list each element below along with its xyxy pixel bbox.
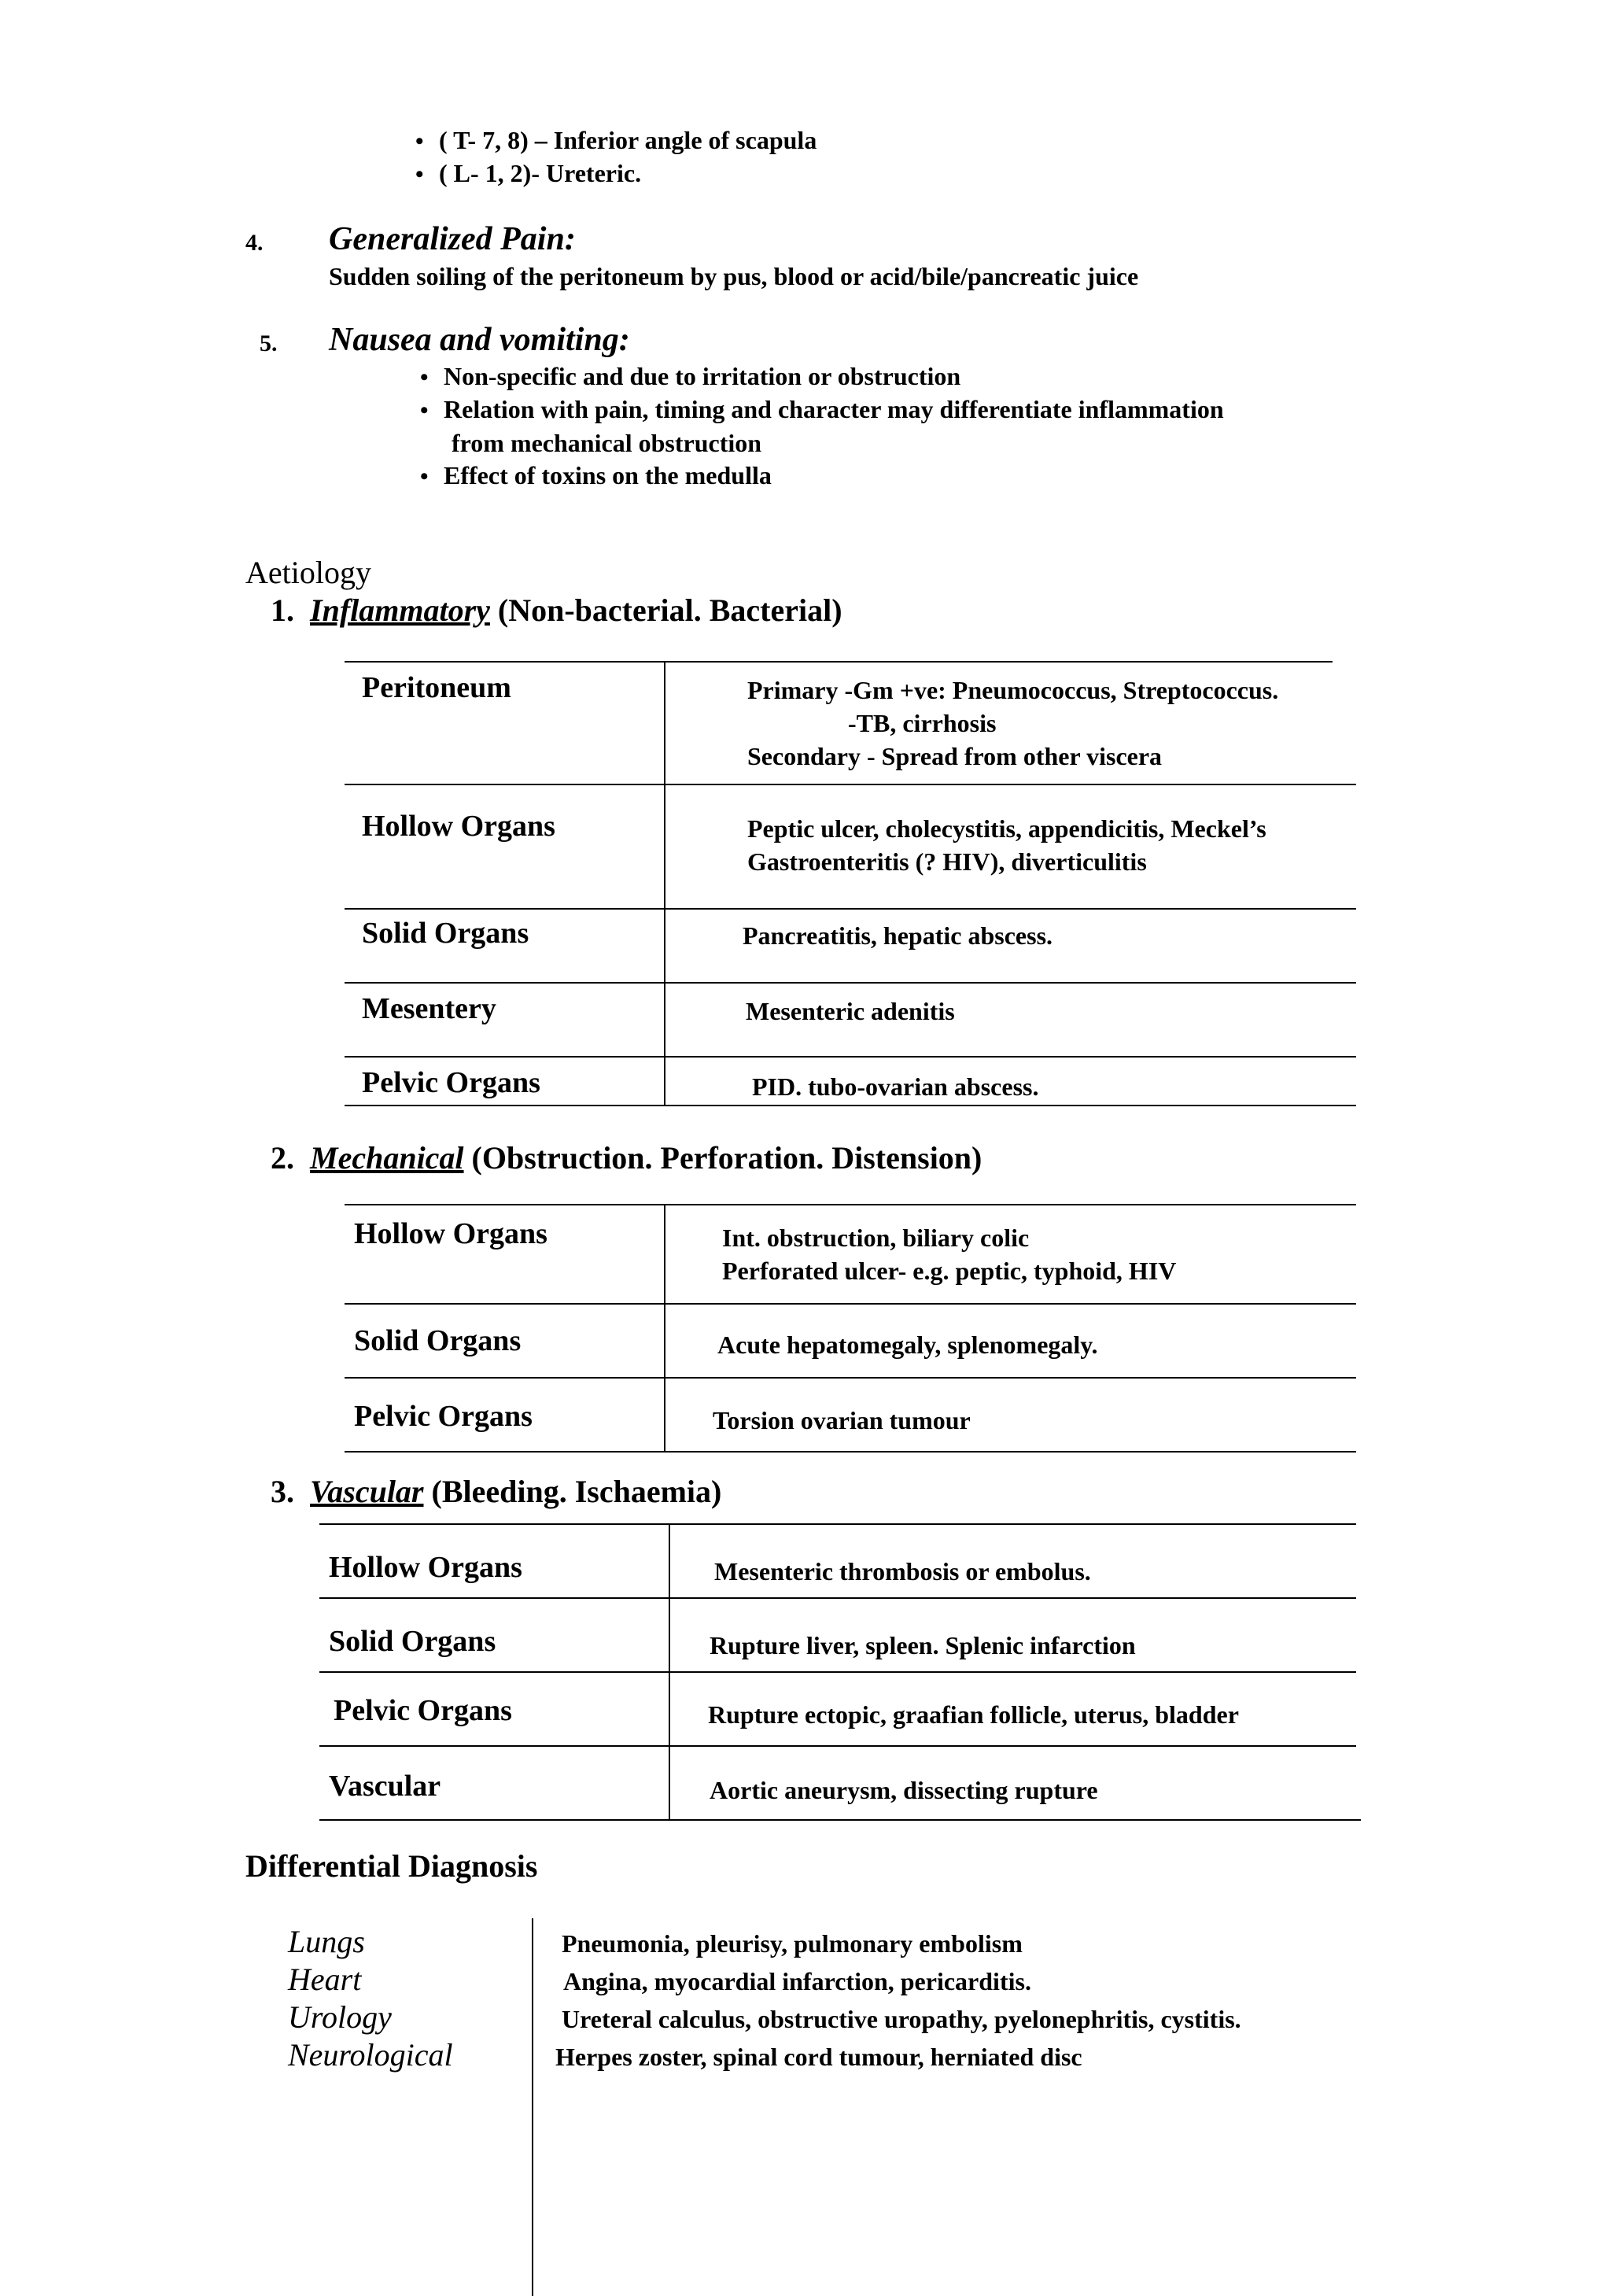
- list-item: [420, 362, 960, 391]
- table-rule: [345, 1303, 1356, 1305]
- section-heading: Aetiology: [245, 555, 371, 590]
- table-rule: [319, 1819, 1361, 1821]
- table-cell-desc: Aortic aneurysm, dissecting rupture: [710, 1776, 1098, 1804]
- table-rule: [319, 1671, 1356, 1673]
- table-cell-organ: Pelvic Organs: [334, 1694, 512, 1727]
- table-cell-desc: Int. obstruction, biliary colic: [722, 1224, 1030, 1252]
- table-cell-desc: PID. tubo-ovarian abscess.: [752, 1072, 1039, 1101]
- table-rule: [345, 661, 1333, 663]
- diagnosis-desc: Ureteral calculus, obstructive uropathy, pyelonephritis, cystitis.: [562, 2005, 1241, 2033]
- table-cell-organ: Hollow Organs: [362, 810, 555, 843]
- table-rule: [319, 1597, 1356, 1599]
- bullet-text: Non-specific and due to irritation or obstruction: [444, 362, 961, 390]
- subsection-heading: [271, 1139, 982, 1176]
- table-rule: [319, 1745, 1356, 1747]
- subsection-number: 2.: [271, 1140, 294, 1176]
- table-rule: [345, 1204, 1356, 1205]
- table-cell-organ: Hollow Organs: [329, 1551, 522, 1584]
- table-rule: [345, 1056, 1356, 1058]
- section-heading: Differential Diagnosis: [245, 1848, 538, 1884]
- table-rule: [319, 1523, 1356, 1525]
- table-cell-desc: Acute hepatomegaly, splenomegaly.: [717, 1331, 1098, 1359]
- table-cell-desc: Gastroenteritis (? HIV), diverticulitis: [747, 847, 1147, 876]
- table-cell-desc: Rupture ectopic, graafian follicle, uterus, bladder: [708, 1700, 1239, 1729]
- diagnosis-desc: Herpes zoster, spinal cord tumour, herniated disc: [555, 2043, 1082, 2071]
- table-cell-organ: Peritoneum: [362, 671, 511, 704]
- table-cell-desc: Rupture liver, spleen. Splenic infarction: [710, 1631, 1136, 1659]
- list-item: [420, 461, 772, 490]
- list-item: [415, 159, 641, 188]
- diagnosis-term: Neurological: [288, 2037, 453, 2073]
- diagnosis-desc: Angina, myocardial infarction, pericarditis.: [563, 1967, 1031, 1995]
- subsection-term: Inflammatory: [310, 592, 490, 628]
- subsection-heading: [271, 1473, 721, 1510]
- table-cell-desc: Perforated ulcer- e.g. peptic, typhoid, HIV: [722, 1257, 1177, 1285]
- table-cell-desc: Primary -Gm +ve: Pneumococcus, Streptococcus.: [747, 676, 1279, 704]
- table-cell-organ: Vascular: [329, 1770, 441, 1803]
- list-item: [415, 126, 817, 155]
- item-text: Sudden soiling of the peritoneum by pus, blood or acid/bile/pancreatic juice: [329, 262, 1139, 290]
- subsection-number: 3.: [271, 1474, 294, 1509]
- subsection-term: Vascular: [310, 1474, 424, 1509]
- diagnosis-term: Urology: [288, 1999, 392, 2035]
- table-rule: [345, 1451, 1356, 1453]
- table-divider: [664, 661, 665, 1106]
- subsection-term: Mechanical: [310, 1140, 464, 1176]
- table-divider: [664, 1204, 665, 1451]
- table-cell-desc: Mesenteric thrombosis or embolus.: [714, 1557, 1091, 1585]
- table-rule: [345, 784, 1356, 785]
- table-rule: [345, 1377, 1356, 1379]
- table-cell-organ: Pelvic Organs: [362, 1066, 540, 1099]
- table-cell-organ: Pelvic Organs: [354, 1400, 533, 1433]
- item-number: 5.: [260, 330, 278, 356]
- list-divider: [532, 1918, 533, 2296]
- table-cell-desc: Peptic ulcer, cholecystitis, appendicitis, Meckel’s: [747, 814, 1266, 843]
- table-rule: [345, 1105, 1356, 1106]
- bullet-text: Relation with pain, timing and character may differentiate inflammation: [444, 395, 1224, 423]
- bullet-continuation: from mechanical obstruction: [452, 429, 762, 457]
- item-title: Generalized Pain:: [329, 221, 576, 257]
- item-number: 4.: [245, 230, 264, 256]
- subsection-rest: (Obstruction. Perforation. Distension): [471, 1140, 982, 1176]
- bullet-text: ( T- 7, 8) – Inferior angle of scapula: [439, 126, 817, 154]
- item-title: Nausea and vomiting:: [329, 322, 630, 358]
- subsection-rest: (Non-bacterial. Bacterial): [497, 592, 842, 628]
- table-cell-organ: Solid Organs: [329, 1625, 496, 1658]
- table-cell-organ: Mesentery: [362, 992, 496, 1025]
- table-cell-desc: -TB, cirrhosis: [848, 709, 997, 737]
- subsection-rest: (Bleeding. Ischaemia): [431, 1474, 722, 1509]
- subsection-heading: [271, 592, 842, 629]
- bullet-text: Effect of toxins on the medulla: [444, 461, 772, 489]
- table-cell-desc: Mesenteric adenitis: [746, 997, 955, 1025]
- list-item: [420, 395, 1224, 424]
- bullet-text: ( L- 1, 2)- Ureteric.: [439, 159, 642, 187]
- table-cell-organ: Solid Organs: [354, 1324, 522, 1357]
- diagnosis-term: Heart: [288, 1962, 362, 1997]
- table-rule: [345, 908, 1356, 910]
- diagnosis-desc: Pneumonia, pleurisy, pulmonary embolism: [562, 1929, 1023, 1958]
- table-cell-desc: Pancreatitis, hepatic abscess.: [743, 921, 1053, 950]
- subsection-number: 1.: [271, 592, 294, 628]
- table-cell-organ: Hollow Organs: [354, 1217, 547, 1250]
- table-cell-desc: Torsion ovarian tumour: [713, 1406, 971, 1434]
- table-cell-organ: Solid Organs: [362, 917, 529, 950]
- table-rule: [345, 982, 1356, 984]
- table-cell-desc: Secondary - Spread from other viscera: [747, 742, 1163, 770]
- diagnosis-term: Lungs: [288, 1924, 365, 1959]
